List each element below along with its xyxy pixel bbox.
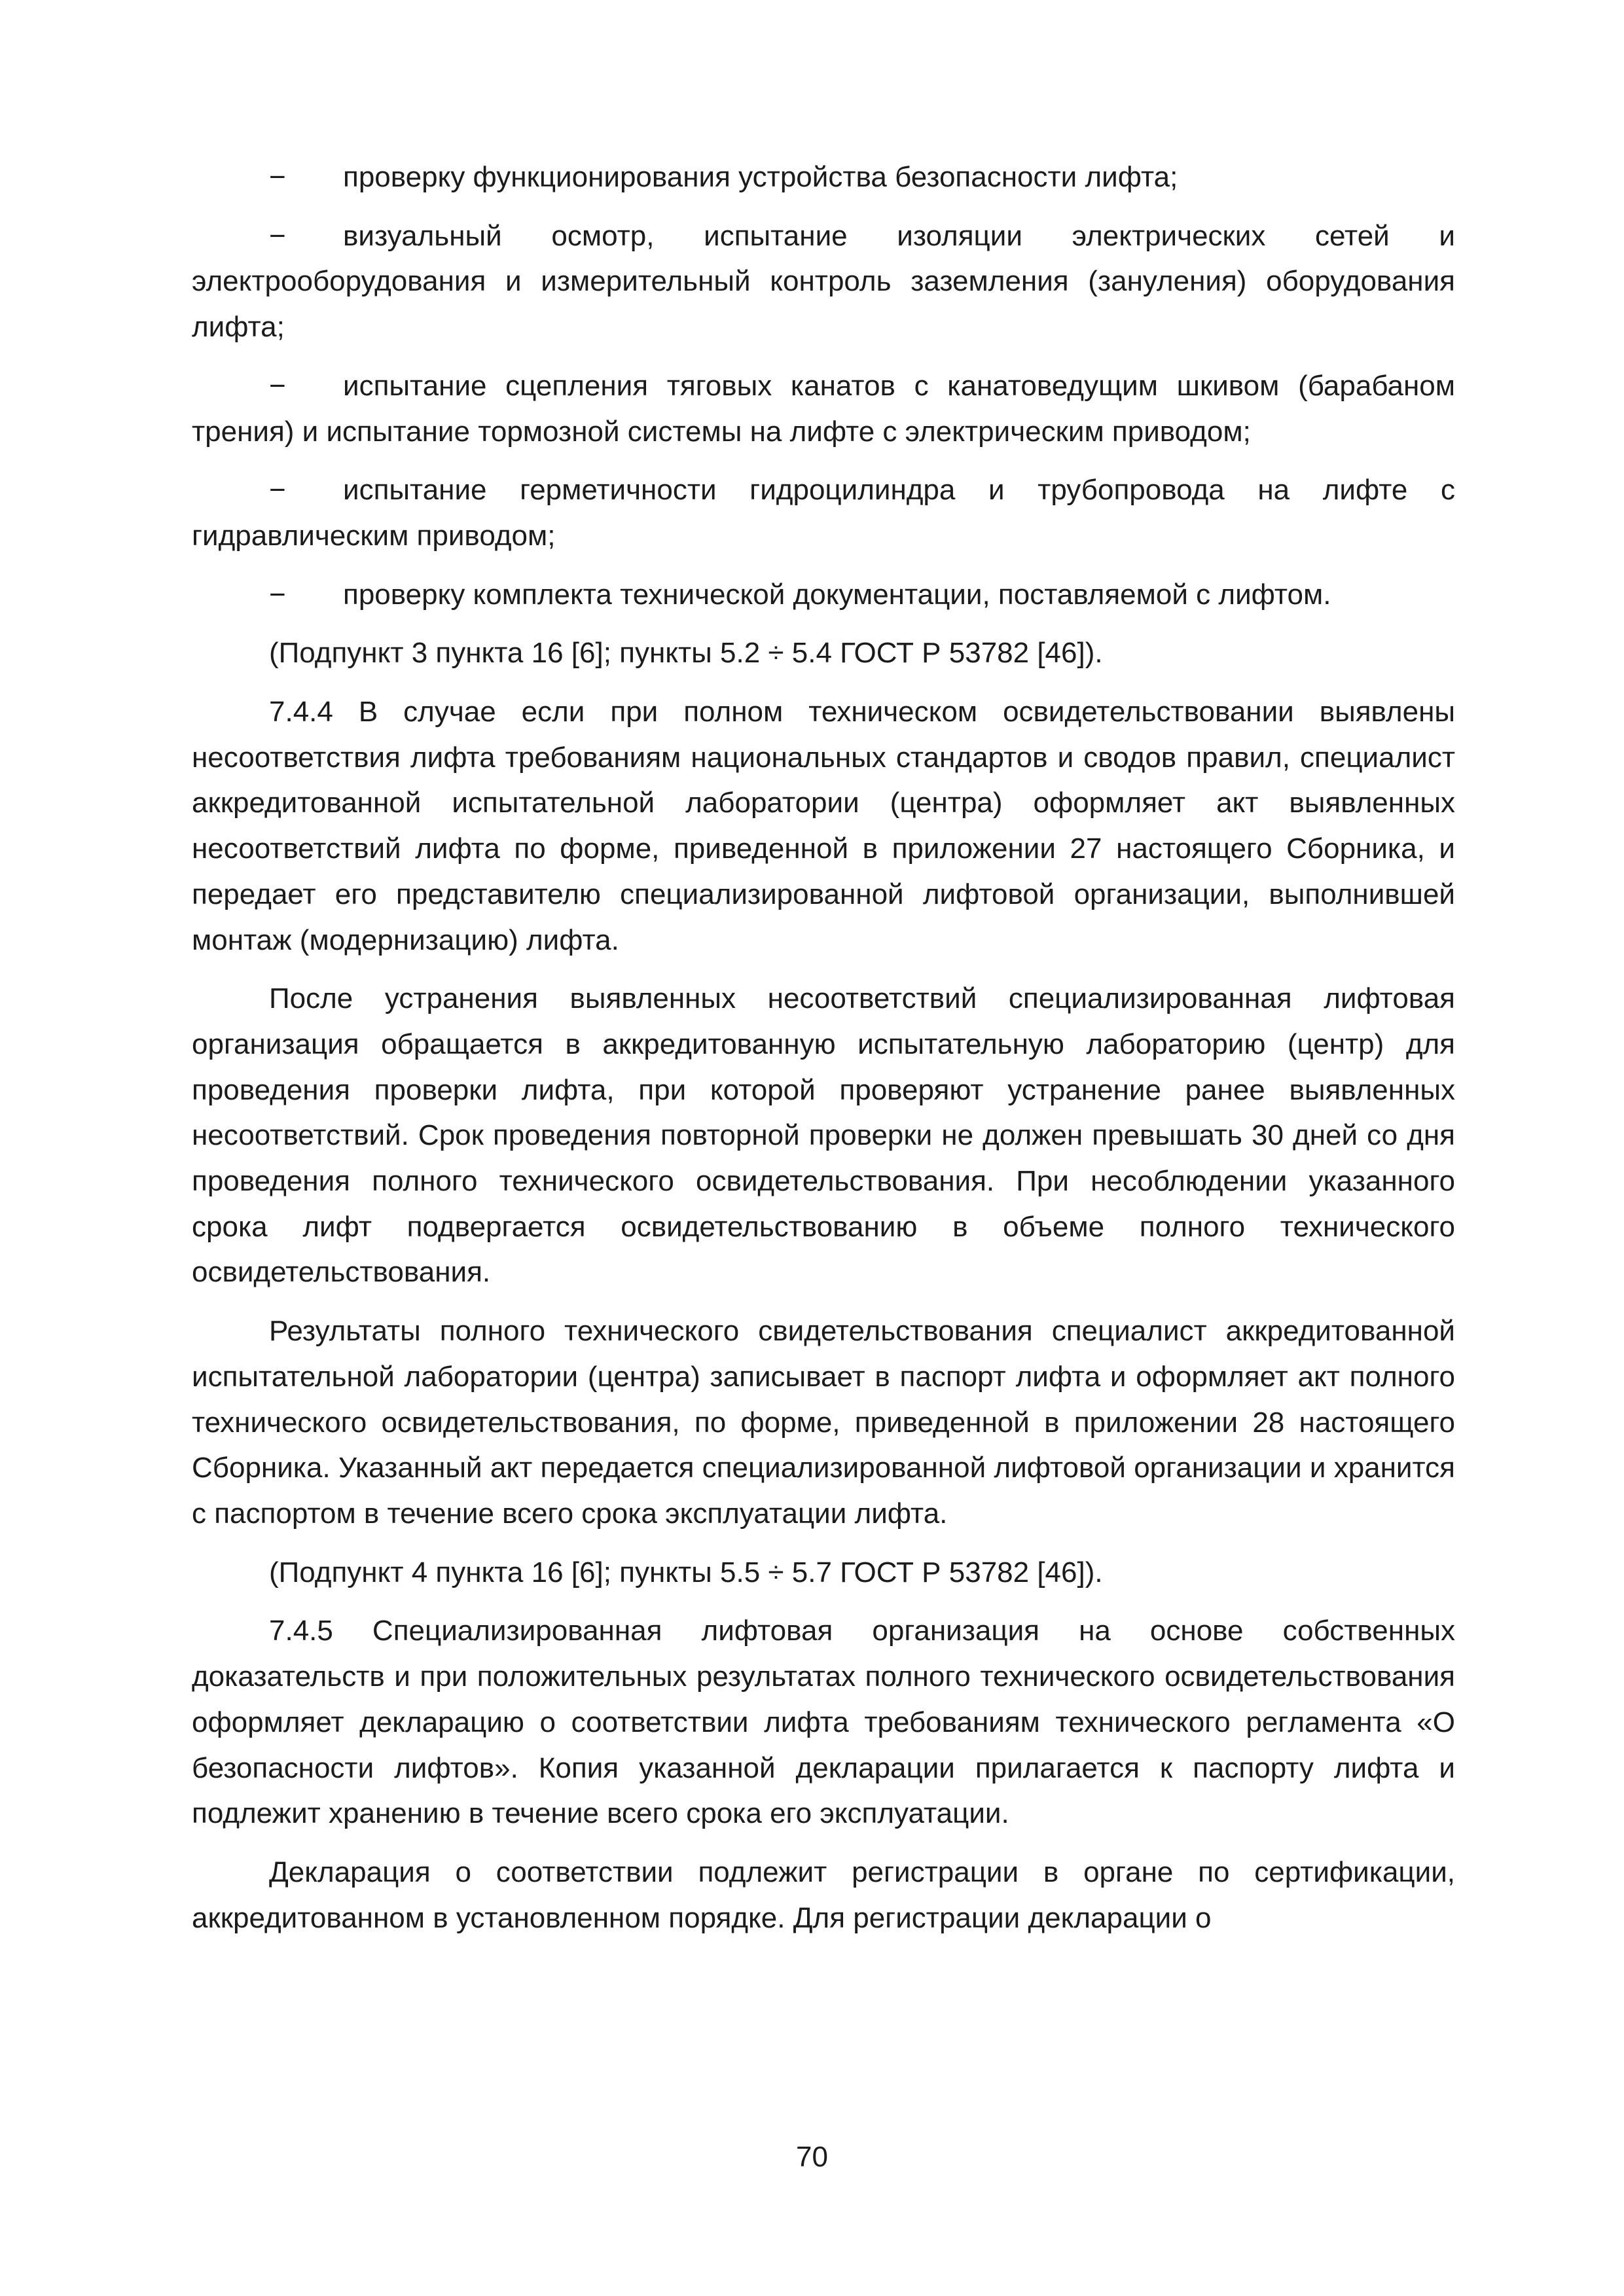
page-number: 70 — [796, 2141, 828, 2173]
section-7-4-5-paragraph: 7.4.5 Специализированная лифтовая организация на основе собственных доказательств и при положительных результатах полного технического освидетельствования оформляет декларацию о соответствии лифта требованиям технического регламента «О безопасности лифтов». Копия указанной декларации прилагается к паспорту лифта и подлежит хранению в течение всего срока его эксплуатации. — [192, 1615, 1455, 1830]
list-item-text: визуальный осмотр, испытание изоляции электрических сетей и электрооборудования и измерительный контроль заземления (зануления) оборудования лифта; — [192, 219, 1455, 344]
list-item — [192, 213, 1455, 350]
list-item-text: проверку комплекта технической документации, поставляемой с лифтом. — [343, 578, 1331, 611]
list-item — [192, 154, 1455, 200]
list-item — [192, 572, 1455, 618]
dash-bullet: − — [269, 369, 286, 402]
list-item-text: испытание сцепления тяговых канатов с канатоведущим шкивом (барабаном трения) и испытание тормозной системы на лифте с электрическим приводом; — [192, 369, 1455, 448]
dash-bullet: − — [269, 578, 286, 611]
list-item-text: проверку функционирования устройства безопасности лифта; — [343, 161, 1178, 193]
body-paragraph: Декларация о соответствии подлежит регистрации в органе по сертификации, аккредитованном в установленном порядке. Для регистрации декларации о — [192, 1856, 1455, 1934]
list-item — [192, 467, 1455, 558]
body-paragraph: После устранения выявленных несоответствий специализированная лифтовая организация обращается в аккредитованную испытательную лабораторию (центр) для проведения проверки лифта, при которой проверяют устранение ранее выявленных несоответствий. Срок проведения повторной проверки не должен превышать 30 дней со дня проведения полного технического освидетельствования. При несоблюдении указанного срока лифт подвергается освидетельствованию в объеме полного технического освидетельствования. — [192, 982, 1455, 1289]
list-item — [192, 363, 1455, 454]
reference-paragraph: (Подпункт 4 пункта 16 [6]; пункты 5.5 ÷ 5.7 ГОСТ Р 53782 [46]). — [269, 1556, 1103, 1588]
page-body — [192, 154, 1455, 1954]
list-item-text: испытание герметичности гидроцилиндра и трубопровода на лифте с гидравлическим приводом; — [192, 474, 1455, 552]
section-7-4-4-paragraph: 7.4.4 В случае если при полном техническом освидетельствовании выявлены несоответствия лифта требованиям национальных стандартов и сводов правил, специалист аккредитованной испытательной лаборатории (центра) оформляет акт выявленных несоответствий лифта по форме, приведенной в приложении 27 настоящего Сборника, и передает его представителю специализированной лифтовой организации, выполнившей монтаж (модернизацию) лифта. — [192, 696, 1455, 956]
dash-bullet: − — [269, 161, 286, 193]
dash-bullet: − — [269, 474, 286, 507]
body-paragraph: Результаты полного технического свидетельствования специалист аккредитованной испытательной лаборатории (центра) записывает в паспорт лифта и оформляет акт полного технического освидетельствования, по форме, приведенной в приложении 28 настоящего Сборника. Указанный акт передается специализированной лифтовой организации и хранится с паспортом в течение всего срока эксплуатации лифта. — [192, 1315, 1455, 1530]
reference-paragraph: (Подпункт 3 пункта 16 [6]; пункты 5.2 ÷ 5.4 ГОСТ Р 53782 [46]). — [269, 637, 1103, 670]
dash-bullet: − — [269, 219, 286, 252]
